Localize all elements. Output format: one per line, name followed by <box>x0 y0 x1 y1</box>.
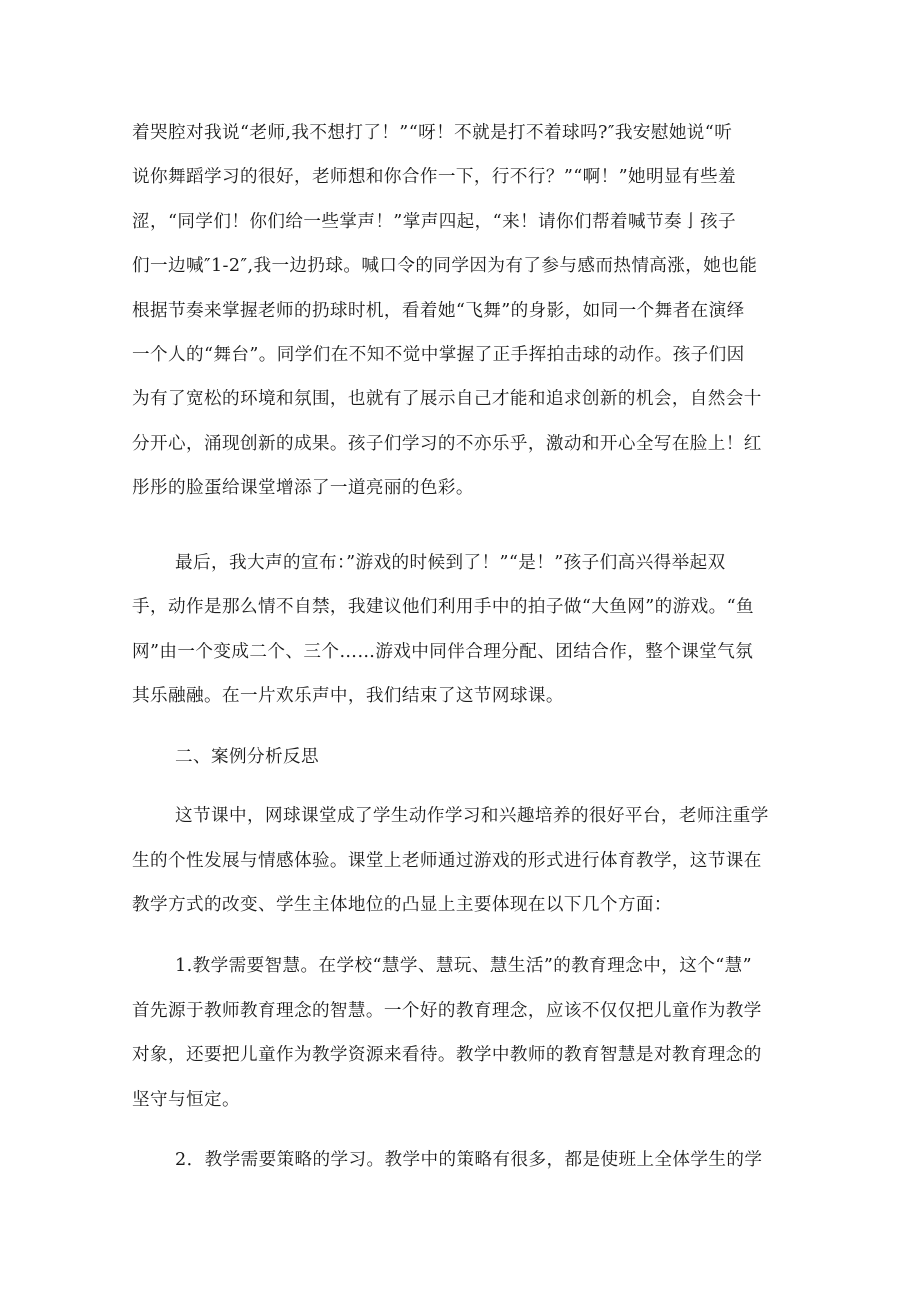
section-heading: 二、案例分析反思 <box>175 747 319 767</box>
text-line: 彤彤的脸蛋给课堂增添了一道亮丽的色彩。 <box>132 478 474 498</box>
text-line: 手，动作是那么情不自禁，我建议他们利用手中的拍子做“大鱼网”的游戏。“鱼 <box>132 597 754 617</box>
text-line: 首先源于教师教育理念的智慧。一个好的教育理念，应该不仅仅把儿童作为教学 <box>132 1001 762 1021</box>
paragraph-first-line: 这节课中，网球课堂成了学生动作学习和兴趣培养的很好平台，老师注重学 <box>175 806 769 826</box>
text-line: 涩，“同学们！你们给一些掌声！”掌声四起，“来！请你们帮着喊节奏亅孩子 <box>132 212 736 232</box>
text-line: 分开心，涌现创新的成果。孩子们学习的不亦乐乎，激动和开心全写在脸上！红 <box>132 434 762 454</box>
text-line: 为有了宽松的环境和氛围，也就有了展示自己才能和追求创新的机会，自然会十 <box>132 389 762 409</box>
text-line: 对象，还要把儿童作为教学资源来看待。教学中教师的教育智慧是对教育理念的 <box>132 1045 762 1065</box>
text-line: 网”由一个变成二个、三个……游戏中同伴合理分配、团结合作，整个课堂气氛 <box>132 642 754 662</box>
text-line: 一个人的“舞台”。同学们在不知不觉中掌握了正手挥拍击球的动作。孩子们因 <box>132 345 745 365</box>
text-line: 教学方式的改变、学生主体地位的凸显上主要体现在以下几个方面： <box>132 895 672 915</box>
list-item-1-line: 1.教学需要智慧。在学校“慧学、慧玩、慧生活”的教育理念中，这个“慧” <box>175 956 752 976</box>
list-item-2-line: 2．教学需要策略的学习。教学中的策略有很多，都是使班上全体学生的学 <box>175 1150 763 1170</box>
text-line: 其乐融融。在一片欢乐声中，我们结束了这节网球课。 <box>132 686 564 706</box>
text-line: 们一边喊″1-2″,我一边扔球。喊口令的同学因为有了参与感而热情高涨，她也能 <box>132 256 758 276</box>
text-line: 说你舞蹈学习的很好，老师想和你合作一下，行不行？”“啊！”她明显有些羞 <box>132 167 736 187</box>
text-line: 坚守与恒定。 <box>132 1090 240 1110</box>
text-line: 生的个性发展与情感体验。课堂上老师通过游戏的形式进行体育教学，这节课在 <box>132 851 762 871</box>
paragraph-first-line: 最后，我大声的宣布：”游戏的时候到了！”“是！”孩子们高兴得举起双 <box>175 553 726 573</box>
text-line: 着哭腔对我说“老师,我不想打了！”“呀！不就是打不着球吗?″我安慰她说“听 <box>132 123 733 143</box>
text-line: 根据节奏来掌握老师的扔球时机，看着她“飞舞”的身影，如同一个舞者在演绎 <box>132 301 745 321</box>
